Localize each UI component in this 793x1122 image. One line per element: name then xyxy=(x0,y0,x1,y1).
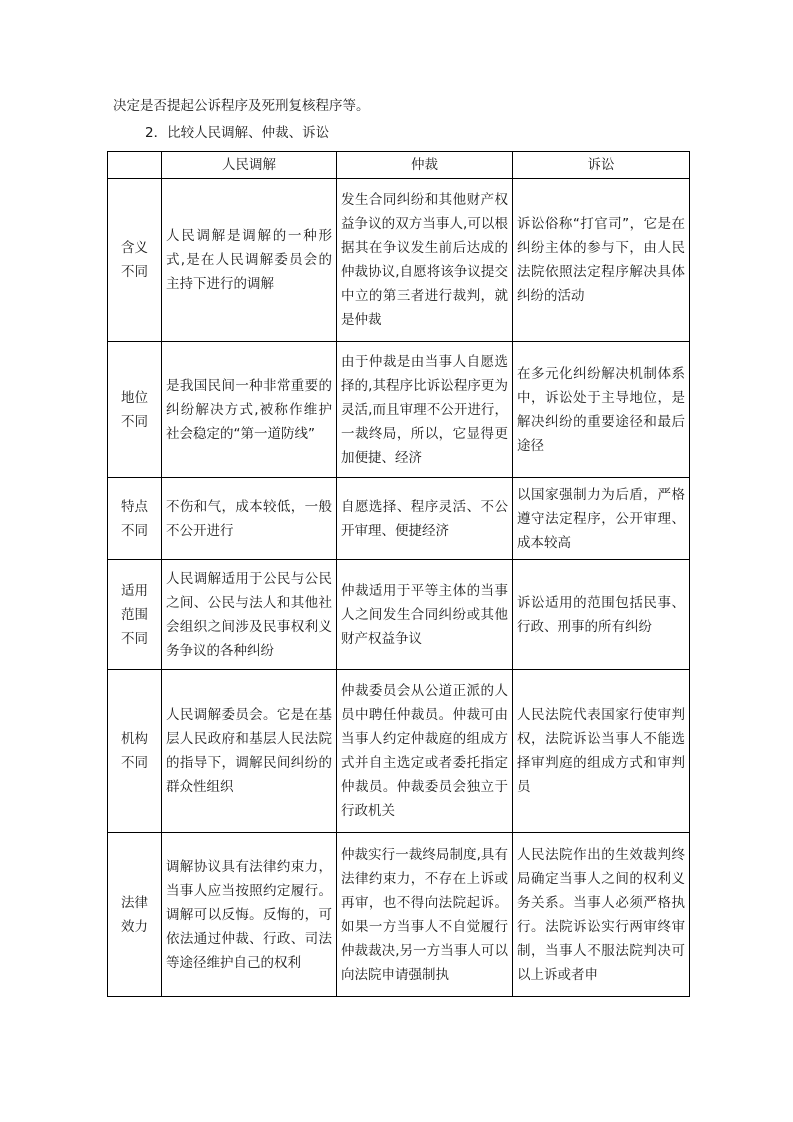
cell-arbitration-institution: 仲裁委员会从公道正派的人员中聘任仲裁员。仲裁可由当事人约定仲裁庭的组成方式并自主选定或者委托指定仲裁员。仲裁委员会独立于行政机关 xyxy=(337,670,513,833)
row-label-line: 含义 xyxy=(121,240,148,256)
table-row-status xyxy=(108,342,690,478)
cell-litigation-scope: 诉讼适用的范围包括民事、行政、刑事的所有纠纷 xyxy=(513,560,690,670)
cell-arbitration-legal-effect: 仲裁实行一裁终局制度,具有法律约束力，不存在上诉或再审，也不得向法院起诉。如果一方当事人不自觉履行仲裁裁决,另一方当事人可以向法院申请强制执 xyxy=(337,833,513,997)
row-label-line: 范围 xyxy=(121,606,148,623)
header-mediation: 人民调解 xyxy=(162,152,337,179)
cell-mediation-meaning: 人民调解是调解的一种形式,是在人民调解委员会的主持下进行的调解 xyxy=(162,179,337,342)
row-label-meaning xyxy=(108,179,162,342)
row-label-institution xyxy=(108,670,162,833)
cell-arbitration-status: 由于仲裁是由当事人自愿选择的,其程序比诉讼程序更为灵活,而且审理不公开进行，一裁终局，所以，它显得更加便捷、经济 xyxy=(337,342,513,478)
comparison-table xyxy=(107,151,690,997)
row-label-line: 适用 xyxy=(121,582,148,599)
header-arbitration: 仲裁 xyxy=(337,152,513,179)
cell-arbitration-meaning: 发生合同纠纷和其他财产权益争议的双方当事人,可以根据其在争议发生前后达成的仲裁协议,自愿将该争议提交中立的第三者进行裁判，就是仲裁 xyxy=(337,179,513,342)
row-label-line: 地位 xyxy=(121,389,148,406)
cell-litigation-institution: 人民法院代表国家行使审判权，法院诉讼当事人不能选择审判庭的组成方式和审判员 xyxy=(513,670,690,833)
section-heading: 2．比较人民调解、仲裁、诉讼 xyxy=(145,125,330,141)
cell-litigation-meaning: 诉讼俗称“打官司”，它是在纠纷主体的参与下，由人民法院依照法定程序解决具体纠纷的活动 xyxy=(513,179,690,342)
row-label-scope xyxy=(108,560,162,670)
cell-mediation-scope: 人民调解适用于公民与公民之间、公民与法人和其他社会组织之间涉及民事权利义务争议的各种纠纷 xyxy=(162,560,337,670)
row-label-line: 不同 xyxy=(121,264,148,280)
cell-litigation-status: 在多元化纠纷解决机制体系中，诉讼处于主导地位，是解决纠纷的重要途径和最后途径 xyxy=(513,342,690,478)
cell-litigation-features: 以国家强制力为后盾，严格遵守法定程序，公开审理、成本较高 xyxy=(513,478,690,560)
header-litigation: 诉讼 xyxy=(513,152,690,179)
row-label-line: 法律 xyxy=(121,894,148,911)
row-label-line: 不同 xyxy=(121,413,148,430)
row-label-status xyxy=(108,342,162,478)
cell-mediation-features: 不伤和气，成本较低，一般不公开进行 xyxy=(162,478,337,560)
table-row-meaning xyxy=(108,179,690,342)
table-row-legal-effect xyxy=(108,833,690,997)
table-row-features xyxy=(108,478,690,560)
cell-litigation-legal-effect: 人民法院作出的生效裁判终局确定当事人之间的权利义务关系。当事人必须严格执行。法院诉讼实行两审终审制，当事人不服法院判决可以上诉或者申 xyxy=(513,833,690,997)
row-label-line: 不同 xyxy=(121,755,148,771)
intro-text: 决定是否提起公诉程序及死刑复核程序等。 xyxy=(113,98,370,114)
table-header-row xyxy=(108,152,690,179)
cell-mediation-institution: 人民调解委员会。它是在基层人民政府和基层人民法院的指导下，调解民间纠纷的群众性组织 xyxy=(162,670,337,833)
row-label-line: 特点 xyxy=(121,498,148,515)
cell-mediation-legal-effect: 调解协议具有法律约束力，当事人应当按照约定履行。调解可以反悔。反悔的，可依法通过仲裁、行政、司法等途径维护自己的权利 xyxy=(162,833,337,997)
cell-mediation-status: 是我国民间一种非常重要的纠纷解决方式,被称作维护社会稳定的“第一道防线” xyxy=(162,342,337,478)
cell-arbitration-features: 自愿选择、程序灵活、不公开审理、便捷经济 xyxy=(337,478,513,560)
header-corner xyxy=(108,152,162,179)
row-label-features xyxy=(108,478,162,560)
row-label-line: 不同 xyxy=(121,522,148,539)
row-label-legal-effect xyxy=(108,833,162,997)
table-row-scope xyxy=(108,560,690,670)
table-row-institution xyxy=(108,670,690,833)
row-label-line: 不同 xyxy=(121,630,148,647)
row-label-line: 效力 xyxy=(121,918,148,935)
row-label-line: 机构 xyxy=(121,731,148,747)
cell-arbitration-scope: 仲裁适用于平等主体的当事人之间发生合同纠纷或其他财产权益争议 xyxy=(337,560,513,670)
